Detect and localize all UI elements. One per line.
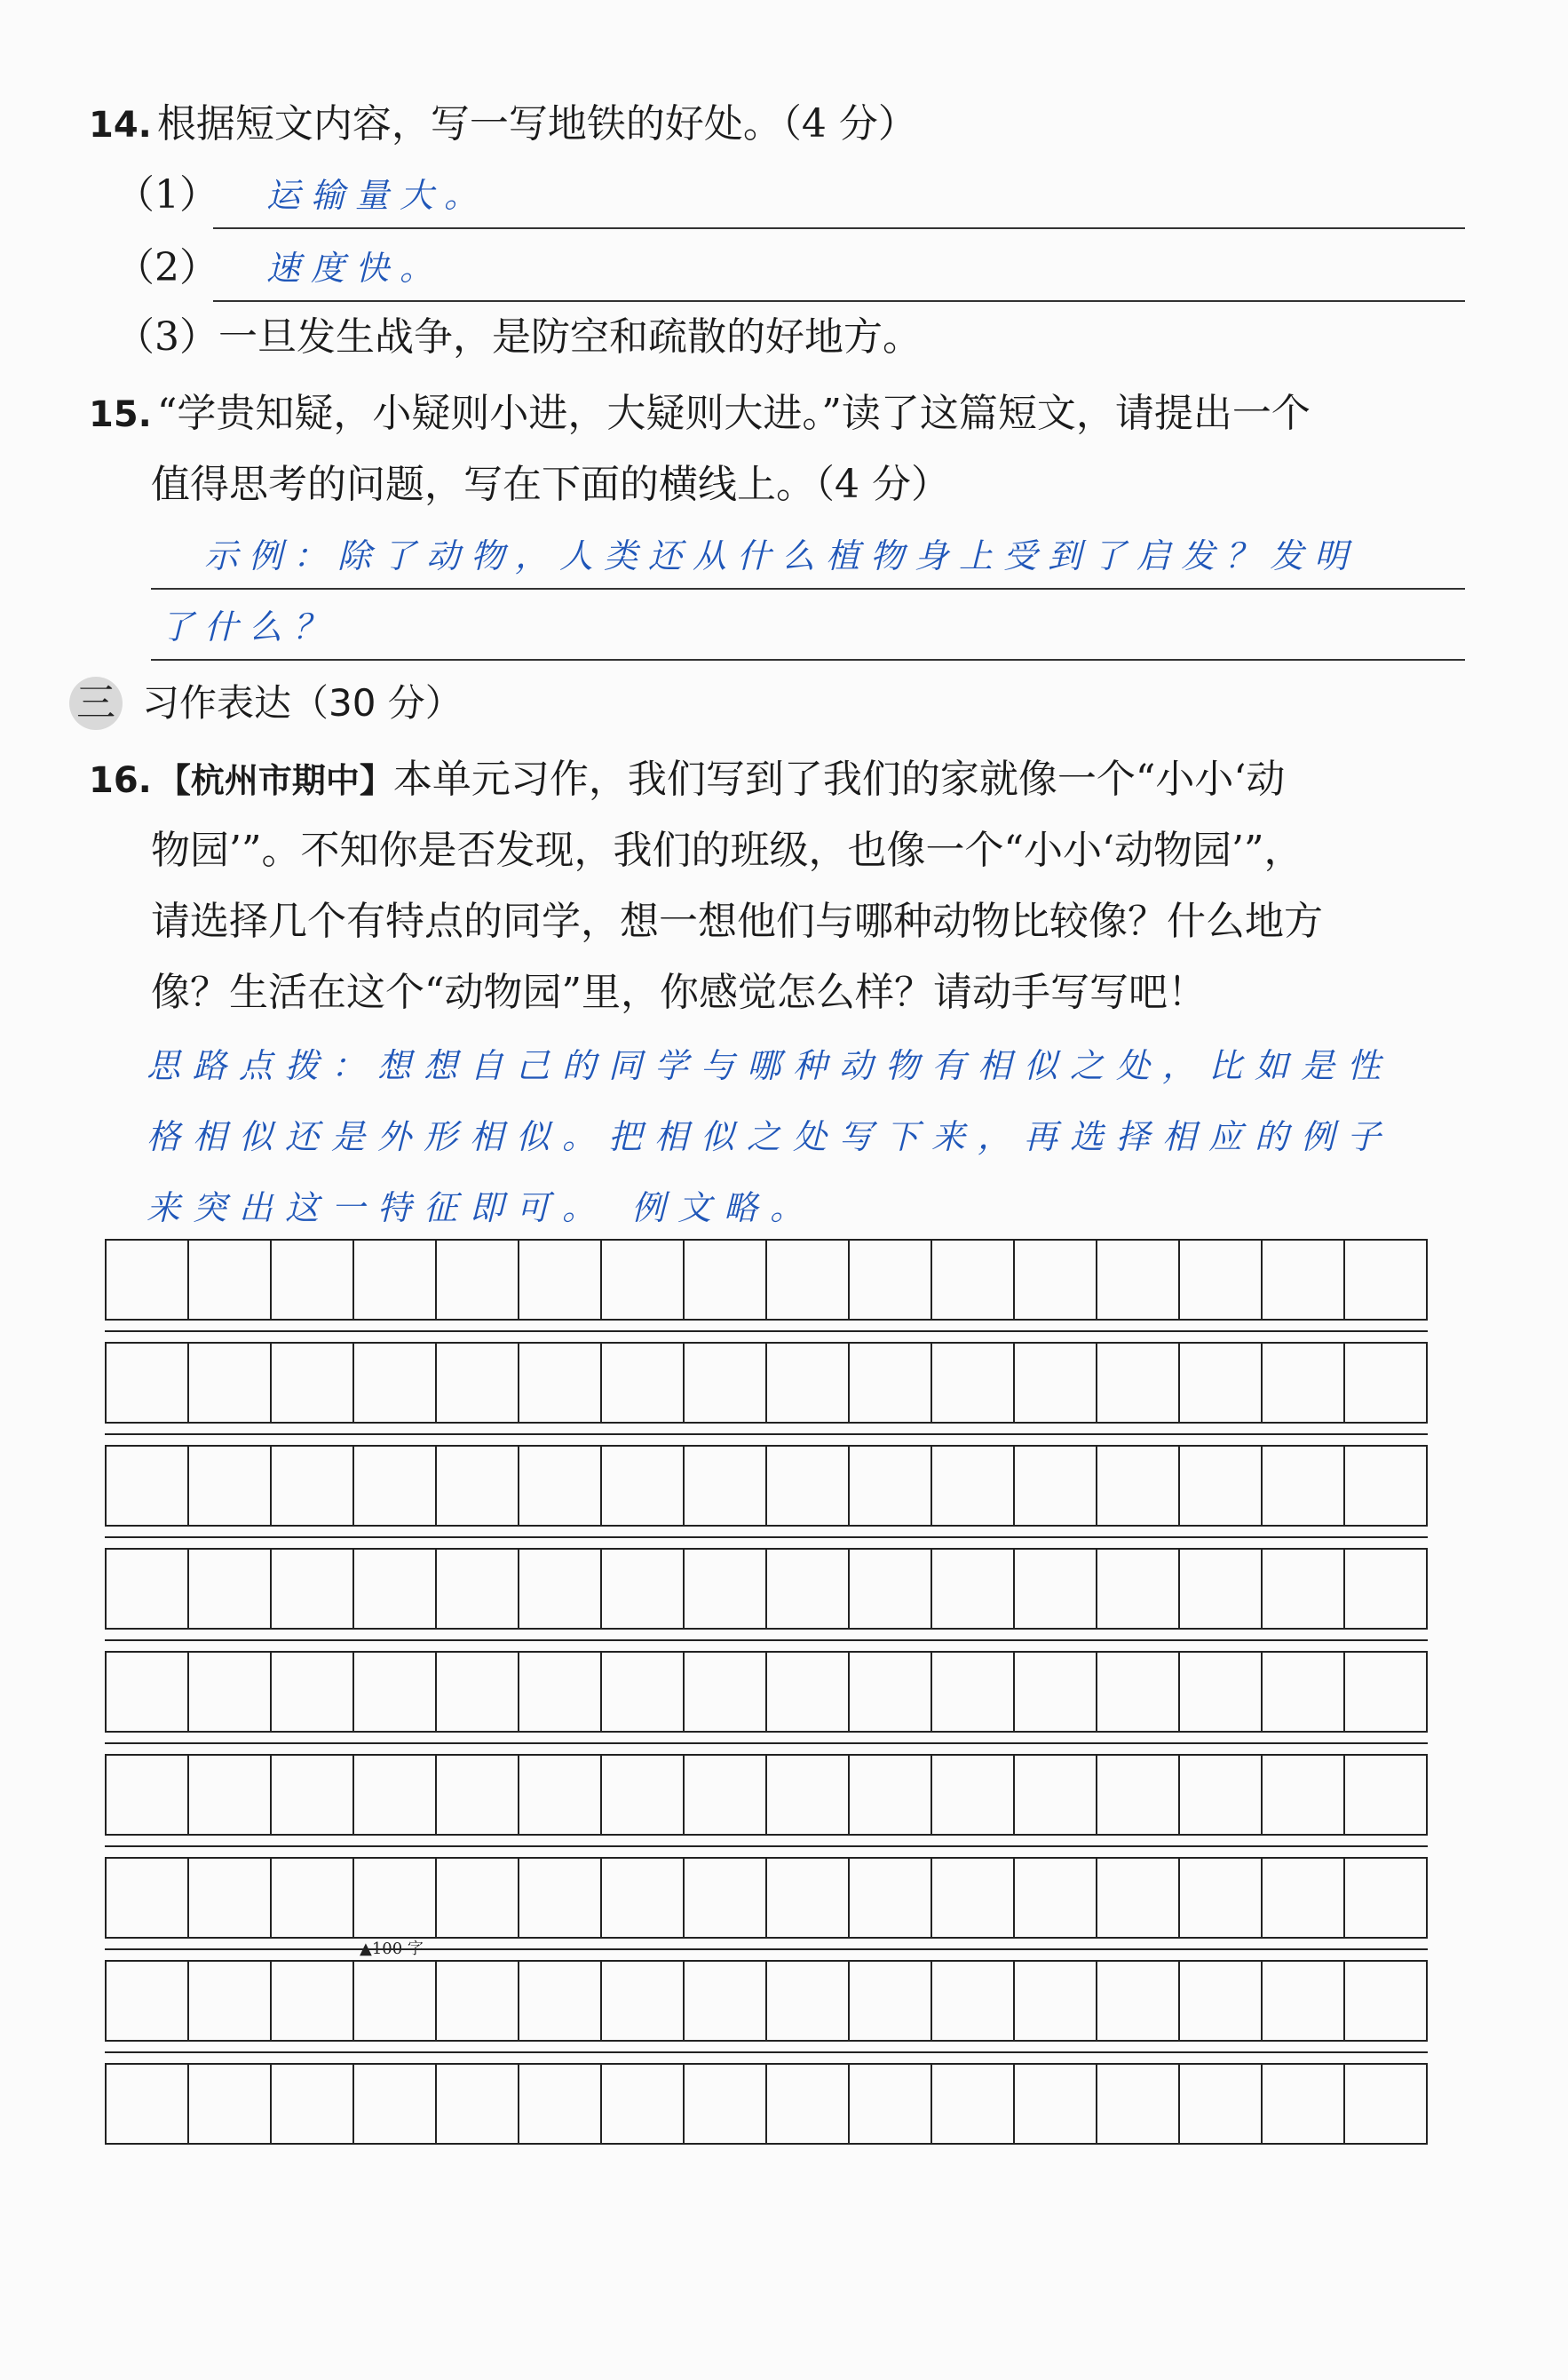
grid-cell[interactable] [850,1859,932,1937]
grid-cell[interactable] [107,1447,189,1525]
q14-item1-label: （1） [115,172,218,218]
grid-cell[interactable] [1263,1344,1345,1422]
grid-cell[interactable] [519,1859,602,1937]
q15-prompt-line2: 值得思考的问题，写在下面的横线上。（4 分） [151,462,950,507]
q16-text-line1: 本单元习作，我们写到了我们的家就像一个“小小‘动 [392,757,1286,802]
q16-line4: 像？生活在这个“动物园”里，你感觉怎么样？请动手写写吧！ [151,970,1207,1015]
grid-cell[interactable] [1345,2065,1426,2143]
grid-cell[interactable] [1263,1447,1345,1525]
grid-cell[interactable] [1180,1756,1263,1834]
grid-cell[interactable] [107,1653,189,1731]
grid-cell[interactable] [1180,1447,1263,1525]
q16-hint-line1: 思路点拨：想想自己的同学与哪种动物有相似之处，比如是性 [147,1046,1394,1085]
grid-cell[interactable] [107,1344,189,1422]
grid-cell[interactable] [1015,1962,1097,2040]
grid-cell[interactable] [767,2065,850,2143]
grid-cell[interactable] [272,1962,354,2040]
grid-cell[interactable] [1097,1962,1180,2040]
grid-cell[interactable] [1015,1756,1097,1834]
q14-item2-answer: 速度快。 [266,249,445,288]
grid-cell[interactable] [850,1962,932,2040]
grid-cell[interactable] [189,1344,272,1422]
grid-separator-line [105,1742,1428,1744]
grid-cell[interactable] [685,1859,767,1937]
grid-cell[interactable] [354,1447,437,1525]
grid-cell[interactable] [272,1344,354,1422]
q15-text-line1: “学贵知疑，小疑则小进，大疑则大进。”读了这篇短文，请提出一个 [156,391,1311,436]
grid-cell[interactable] [1015,1447,1097,1525]
grid-cell[interactable] [1263,2065,1345,2143]
q15-underline2 [151,659,1465,661]
grid-cell[interactable] [767,1241,850,1319]
grid-cell[interactable] [1180,1241,1263,1319]
grid-cell[interactable] [189,2065,272,2143]
grid-cell[interactable] [932,1756,1015,1834]
grid-cell[interactable] [685,1653,767,1731]
grid-cell[interactable] [1180,1962,1263,2040]
grid-cell[interactable] [1345,1344,1426,1422]
grid-cell[interactable] [189,1859,272,1937]
q14-text: 根据短文内容，写一写地铁的好处。（4 分） [156,101,917,147]
grid-cell[interactable] [437,1447,519,1525]
grid-cell[interactable] [354,1653,437,1731]
grid-cell[interactable] [272,1756,354,1834]
grid-cell[interactable] [767,1447,850,1525]
grid-cell[interactable] [1015,1344,1097,1422]
grid-cell[interactable] [437,1653,519,1731]
grid-cell[interactable] [767,1550,850,1628]
grid-cell[interactable] [602,1756,685,1834]
grid-cell[interactable] [850,1756,932,1834]
grid-cell[interactable] [1097,1241,1180,1319]
grid-cell[interactable] [1180,1344,1263,1422]
grid-cell[interactable] [519,1653,602,1731]
grid-cell[interactable] [1097,1756,1180,1834]
grid-row[interactable] [105,1754,1428,1836]
word-count-marker: ▲100 字 [360,1940,424,1958]
q14-item3-text: 一旦发生战争，是防空和疏散的好地方。 [218,314,922,360]
grid-cell[interactable] [932,2065,1015,2143]
grid-cell[interactable] [850,1344,932,1422]
grid-cell[interactable] [189,1241,272,1319]
grid-cell[interactable] [850,1241,932,1319]
grid-cell[interactable] [189,1653,272,1731]
grid-cell[interactable] [850,1550,932,1628]
grid-cell[interactable] [767,1344,850,1422]
grid-cell[interactable] [685,1447,767,1525]
q14-item3 [115,302,922,373]
grid-cell[interactable] [107,1859,189,1937]
grid-cell[interactable] [602,1550,685,1628]
grid-cell[interactable] [354,1344,437,1422]
grid-cell[interactable] [519,1344,602,1422]
grid-separator-line [105,2051,1428,2053]
grid-cell[interactable] [1097,1859,1180,1937]
grid-cell[interactable] [1345,1447,1426,1525]
grid-cell[interactable] [1345,1859,1426,1937]
grid-cell[interactable] [1097,2065,1180,2143]
grid-cell[interactable] [850,2065,932,2143]
grid-cell[interactable] [272,1859,354,1937]
grid-cell[interactable] [519,1756,602,1834]
grid-cell[interactable] [1345,1241,1426,1319]
grid-cell[interactable] [354,2065,437,2143]
grid-cell[interactable] [767,1859,850,1937]
grid-cell[interactable] [1263,1962,1345,2040]
grid-row[interactable] [105,1342,1428,1424]
grid-cell[interactable] [850,1653,932,1731]
grid-cell[interactable] [1180,1653,1263,1731]
q14-item1-answer: 运输量大。 [266,176,489,215]
grid-cell[interactable] [107,1550,189,1628]
q16-source-tag: 【杭州市期中】 [156,761,393,800]
grid-cell[interactable] [1263,1550,1345,1628]
grid-cell[interactable] [272,2065,354,2143]
grid-separator-line [105,1948,1428,1950]
grid-cell[interactable] [932,1447,1015,1525]
q15-number: 15. [89,394,152,435]
grid-separator-line [105,1536,1428,1538]
grid-cell[interactable] [437,1756,519,1834]
grid-cell[interactable] [107,2065,189,2143]
grid-cell[interactable] [437,1859,519,1937]
grid-cell[interactable] [932,1344,1015,1422]
q14-prompt [89,89,917,161]
q16-line2: 物园’”。不知你是否发现，我们的班级，也像一个“小小‘动物园’”， [151,828,1303,873]
section-badge: 三 [69,677,123,730]
grid-cell[interactable] [1015,1859,1097,1937]
grid-cell[interactable] [272,1550,354,1628]
q15-underline1 [151,588,1465,590]
grid-cell[interactable] [932,1859,1015,1937]
grid-cell[interactable] [107,1962,189,2040]
grid-cell[interactable] [519,2065,602,2143]
grid-cell[interactable] [850,1447,932,1525]
grid-cell[interactable] [1097,1550,1180,1628]
grid-cell[interactable] [519,1447,602,1525]
grid-cell[interactable] [602,1859,685,1937]
grid-cell[interactable] [519,1962,602,2040]
q15-answer-line2: 了什么？ [160,607,338,647]
grid-cell[interactable] [354,1962,437,2040]
grid-separator-line [105,1639,1428,1641]
grid-cell[interactable] [437,2065,519,2143]
grid-cell[interactable] [1097,1344,1180,1422]
grid-cell[interactable] [437,1344,519,1422]
grid-cell[interactable] [1263,1859,1345,1937]
grid-cell[interactable] [1345,1962,1426,2040]
grid-row[interactable] [105,1548,1428,1630]
grid-cell[interactable] [602,2065,685,2143]
grid-separator-line [105,1330,1428,1332]
grid-cell[interactable] [932,1550,1015,1628]
grid-cell[interactable] [685,1550,767,1628]
q16-hint-line2: 格相似还是外形相似。把相似之处写下来，再选择相应的例子 [147,1117,1394,1156]
grid-cell[interactable] [354,1550,437,1628]
grid-cell[interactable] [189,1962,272,2040]
grid-cell[interactable] [1345,1550,1426,1628]
grid-cell[interactable] [354,1756,437,1834]
q16-number: 16. [89,760,152,801]
grid-cell[interactable] [767,1962,850,2040]
grid-cell[interactable] [519,1241,602,1319]
grid-cell[interactable] [1180,2065,1263,2143]
grid-cell[interactable] [1097,1653,1180,1731]
grid-row[interactable] [105,2063,1428,2145]
q15-answer-line1: 示例：除了动物，人类还从什么植物身上受到了启发？发明 [204,536,1359,575]
grid-cell[interactable] [107,1241,189,1319]
section-title: 习作表达（30 分） [142,681,463,725]
grid-cell[interactable] [1345,1756,1426,1834]
grid-cell[interactable] [932,1241,1015,1319]
grid-cell[interactable] [1345,1653,1426,1731]
grid-cell[interactable] [602,1344,685,1422]
grid-cell[interactable] [602,1241,685,1319]
q14-item1-underline [213,227,1465,229]
grid-cell[interactable] [602,1447,685,1525]
grid-cell[interactable] [354,1241,437,1319]
grid-cell[interactable] [767,1756,850,1834]
q16-line1 [89,744,1285,816]
grid-cell[interactable] [189,1550,272,1628]
grid-cell[interactable] [1263,1653,1345,1731]
grid-cell[interactable] [189,1447,272,1525]
q16-hint-line3: 来突出这一特征即可。 例文略。 [147,1188,817,1227]
grid-row[interactable] [105,1651,1428,1733]
grid-cell[interactable] [932,1962,1015,2040]
grid-cell[interactable] [1015,1653,1097,1731]
grid-cell[interactable] [272,1653,354,1731]
grid-cell[interactable] [189,1756,272,1834]
grid-cell[interactable] [685,1756,767,1834]
q14-number: 14. [89,105,152,146]
grid-cell[interactable] [437,1962,519,2040]
q16-line3: 请选择几个有特点的同学，想一想他们与哪种动物比较像？什么地方 [151,899,1323,944]
grid-cell[interactable] [1263,1756,1345,1834]
grid-cell[interactable] [1263,1241,1345,1319]
grid-cell[interactable] [1180,1550,1263,1628]
grid-separator-line [105,1433,1428,1435]
grid-cell[interactable] [1015,2065,1097,2143]
grid-cell[interactable] [519,1550,602,1628]
grid-cell[interactable] [437,1550,519,1628]
grid-cell[interactable] [685,1241,767,1319]
grid-cell[interactable] [685,1344,767,1422]
grid-cell[interactable] [272,1447,354,1525]
grid-cell[interactable] [685,2065,767,2143]
grid-row[interactable] [105,1960,1428,2042]
grid-cell[interactable] [1015,1550,1097,1628]
writing-grid[interactable] [105,1239,1428,2269]
grid-row[interactable] [105,1445,1428,1527]
grid-cell[interactable] [767,1653,850,1731]
grid-row[interactable] [105,1857,1428,1939]
grid-row[interactable] [105,1239,1428,1321]
grid-cell[interactable] [272,1241,354,1319]
grid-cell[interactable] [1097,1447,1180,1525]
grid-cell[interactable] [932,1653,1015,1731]
q14-item2-label: （2） [115,245,218,290]
grid-cell[interactable] [602,1653,685,1731]
grid-cell[interactable] [354,1859,437,1937]
grid-separator-line [105,1845,1428,1847]
grid-cell[interactable] [1180,1859,1263,1937]
grid-cell[interactable] [1015,1241,1097,1319]
grid-cell[interactable] [685,1962,767,2040]
q14-item3-label: （3） [115,314,218,360]
grid-cell[interactable] [602,1962,685,2040]
grid-cell[interactable] [107,1756,189,1834]
grid-cell[interactable] [437,1241,519,1319]
q15-prompt-line1 [89,378,1311,450]
